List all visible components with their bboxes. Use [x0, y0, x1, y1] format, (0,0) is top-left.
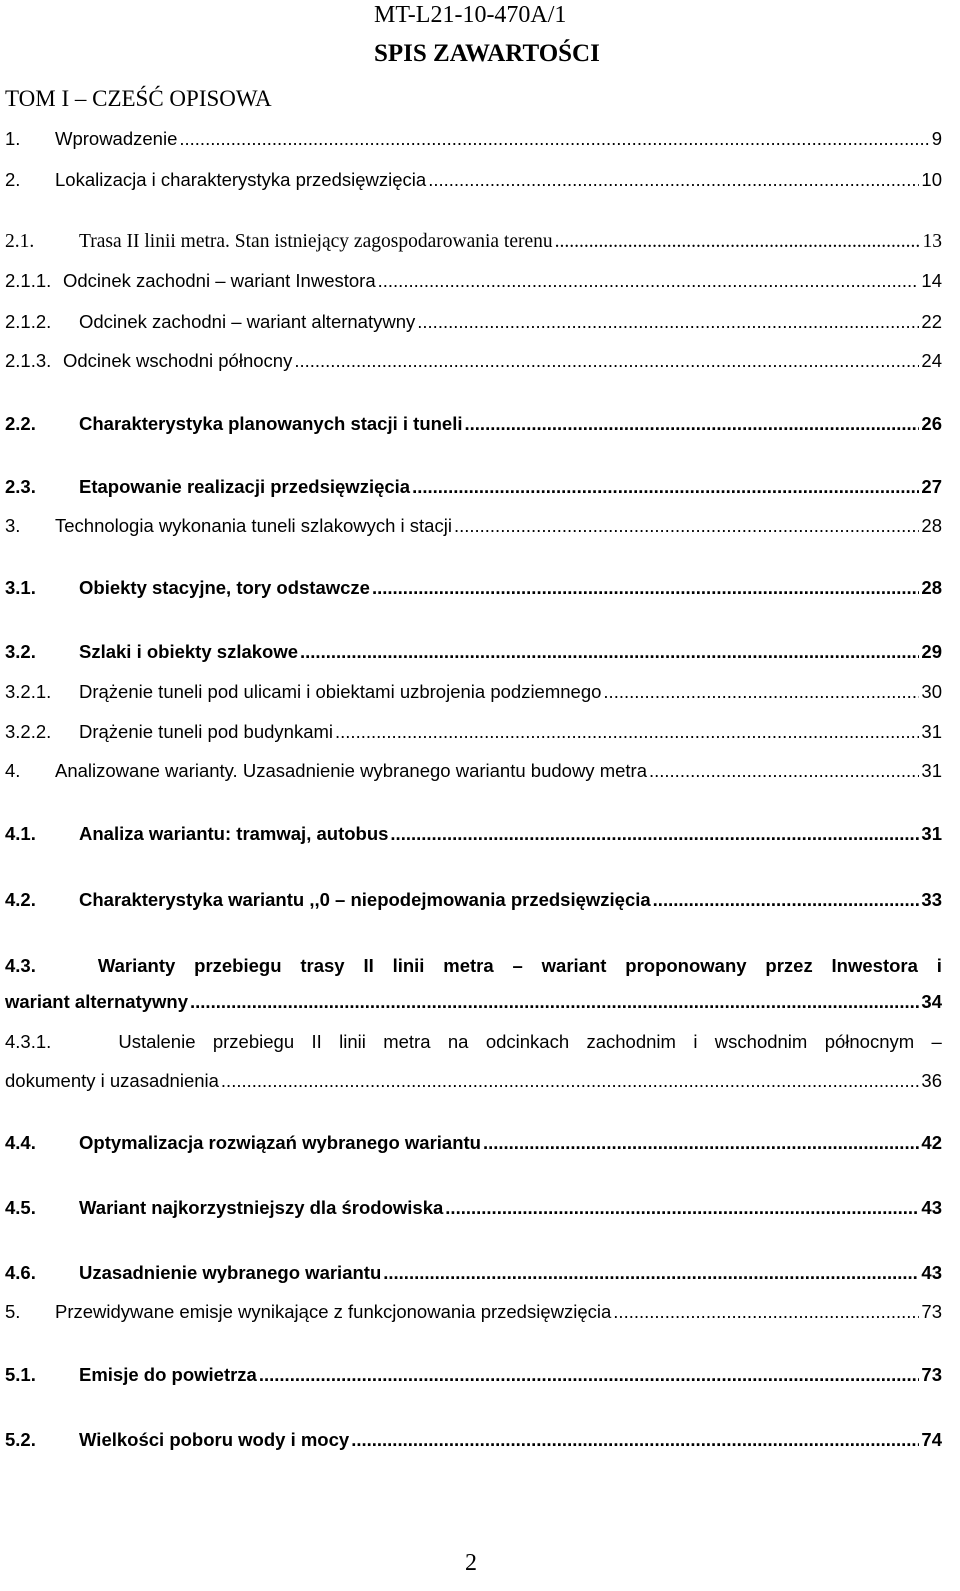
- toc-entry[interactable]: [5, 575, 942, 601]
- toc-entry-page: 9: [931, 128, 942, 149]
- toc-word: metra: [443, 955, 494, 976]
- toc-entry-title: Przewidywane emisje wynikające z funkcjonowania przedsięwzięcia: [55, 1301, 612, 1322]
- toc-leader-dots: [351, 1427, 919, 1453]
- toc-word: przebiegu: [212, 1031, 295, 1052]
- toc-entry-title: dokumenty i uzasadnienia: [5, 1070, 219, 1091]
- toc-word: II: [363, 955, 374, 976]
- toc-entry-number: 4.1.: [5, 823, 36, 844]
- toc-word: Warianty: [97, 955, 176, 976]
- toc-entry[interactable]: [5, 1260, 942, 1286]
- toc-leader-dots: [390, 821, 919, 847]
- toc-entry-page: 74: [921, 1429, 942, 1450]
- toc-entry-page: 24: [921, 350, 942, 371]
- toc-entry-title: Uzasadnienie wybranego wariantu: [79, 1262, 382, 1283]
- toc-word: metra: [383, 1031, 431, 1052]
- toc-leader-dots: [555, 229, 921, 255]
- toc-word: i: [936, 955, 942, 976]
- toc-entry-title: Lokalizacja i charakterystyka przedsięwzięcia: [55, 169, 427, 190]
- toc-word: północnym: [824, 1031, 915, 1052]
- toc-entry-number: 4.: [5, 760, 21, 781]
- toc-entry-line2[interactable]: [5, 1068, 942, 1094]
- toc-leader-dots: [372, 575, 919, 601]
- toc-word: przez: [765, 955, 813, 976]
- toc-word: zachodnim: [586, 1031, 676, 1052]
- toc-leader-dots: [428, 167, 919, 193]
- tom-heading: TOM I – CZEŚĆ OPISOWA: [5, 86, 272, 111]
- toc-leader-dots: [221, 1068, 920, 1094]
- toc-entry-page: 26: [921, 413, 942, 434]
- toc-entry-page: 22: [921, 311, 942, 332]
- toc-leader-dots: [649, 758, 919, 784]
- toc-entry-number: 2.3.: [5, 476, 36, 497]
- toc-entry[interactable]: [5, 1299, 942, 1325]
- toc-entry-number: 3.1.: [5, 577, 36, 598]
- toc-entry[interactable]: [5, 474, 942, 500]
- document-code: MT-L21-10-470A/1: [374, 2, 567, 28]
- toc-entry-page: 30: [921, 681, 942, 702]
- toc-leader-dots: [294, 348, 919, 374]
- toc-entry[interactable]: [5, 758, 942, 784]
- toc-entry-title: wariant alternatywny: [5, 991, 189, 1012]
- page-number: 2: [465, 1550, 477, 1576]
- toc-entry-title: Wariant najkorzystniejszy dla środowiska: [79, 1197, 444, 1218]
- toc-word: przebiegu: [194, 955, 282, 976]
- toc-entry-page: 29: [921, 641, 942, 662]
- toc-word: Inwestora: [831, 955, 918, 976]
- toc-word: linii: [339, 1031, 366, 1052]
- toc-entry-number: 4.3.1.: [5, 1031, 52, 1052]
- toc-word: Ustalenie: [118, 1031, 196, 1052]
- toc-entry-number: 4.3.: [5, 955, 36, 976]
- toc-entry-line1[interactable]: [5, 1029, 942, 1055]
- toc-entry-number: 3.2.: [5, 641, 36, 662]
- toc-entry[interactable]: [5, 719, 942, 745]
- toc-entry[interactable]: [5, 1195, 942, 1221]
- toc-entry-number: 2.1.1.: [5, 270, 52, 291]
- toc-leader-dots: [483, 1130, 919, 1156]
- toc-entry-page: 31: [921, 760, 942, 781]
- toc-entry-page: 28: [921, 515, 942, 536]
- toc-entry-page: 27: [921, 476, 942, 497]
- toc-entry-page: 33: [921, 889, 942, 910]
- toc-entry-page: 43: [921, 1197, 942, 1218]
- toc-entry[interactable]: [5, 126, 942, 152]
- toc-entry-number: 4.5.: [5, 1197, 36, 1218]
- toc-leader-dots: [417, 309, 919, 335]
- toc-word: proponowany: [625, 955, 747, 976]
- toc-entry-title: Wielkości poboru wody i mocy: [79, 1429, 350, 1450]
- toc-entry-title: Szlaki i obiekty szlakowe: [79, 641, 299, 662]
- toc-leader-dots: [190, 989, 919, 1015]
- toc-entry-line2[interactable]: [5, 989, 942, 1015]
- toc-entry-title: Charakterystyka planowanych stacji i tuneli: [79, 413, 463, 434]
- toc-leader-dots: [454, 513, 919, 539]
- toc-entry-page: 13: [922, 231, 942, 252]
- toc-entry-title: Analiza wariantu: tramwaj, autobus: [79, 823, 389, 844]
- toc-entry[interactable]: [5, 1362, 942, 1388]
- toc-leader-dots: [653, 887, 920, 913]
- toc-word: linii: [392, 955, 425, 976]
- toc-leader-dots: [335, 719, 919, 745]
- toc-leader-dots: [259, 1362, 920, 1388]
- toc-entry-page: 10: [921, 169, 942, 190]
- toc-entry-number: 3.: [5, 515, 21, 536]
- toc-entry[interactable]: [5, 513, 942, 539]
- toc-entry-page: 28: [921, 577, 942, 598]
- toc-leader-dots: [465, 411, 920, 437]
- toc-entry-page: 31: [921, 721, 942, 742]
- toc-entry-title: Odcinek zachodni – wariant alternatywny: [79, 311, 416, 332]
- toc-entry[interactable]: [5, 348, 942, 374]
- toc-entry-title: Trasa II linii metra. Stan istniejący zagospodarowania terenu: [79, 231, 553, 252]
- toc-entry-title: Obiekty stacyjne, tory odstawcze: [79, 577, 370, 598]
- toc-entry-title: Technologia wykonania tuneli szlakowych i stacji: [55, 515, 452, 536]
- toc-word: –: [512, 955, 523, 976]
- toc-entry-page: 73: [921, 1364, 942, 1385]
- toc-entry-number: 2.2.: [5, 413, 36, 434]
- toc-leader-dots: [412, 474, 919, 500]
- toc-word: na: [447, 1031, 469, 1052]
- toc-leader-dots: [300, 639, 919, 665]
- toc-entry[interactable]: [5, 887, 942, 913]
- toc-entry[interactable]: [5, 1130, 942, 1156]
- toc-entry-number: 2.: [5, 169, 21, 190]
- toc-word: wariant: [541, 955, 607, 976]
- toc-leader-dots: [613, 1299, 919, 1325]
- toc-entry-title: Charakterystyka wariantu ,,0 – niepodejmowania przedsięwzięcia: [79, 889, 651, 910]
- toc-entry-page: 42: [921, 1132, 942, 1153]
- toc-entry[interactable]: [5, 1427, 942, 1453]
- toc-entry-title: Optymalizacja rozwiązań wybranego wariantu: [79, 1132, 481, 1153]
- toc-entry[interactable]: [5, 167, 942, 193]
- toc-entry-title: Analizowane warianty. Uzasadnienie wybranego wariantu budowy metra: [55, 760, 647, 781]
- toc-entry-line1[interactable]: [5, 953, 942, 979]
- toc-title: SPIS ZAWARTOŚCI: [374, 40, 600, 67]
- toc-entry[interactable]: [5, 679, 942, 705]
- toc-entry-number: 2.1.2.: [5, 311, 52, 332]
- toc-entry-number: 4.6.: [5, 1262, 36, 1283]
- toc-leader-dots: [179, 126, 929, 152]
- toc-entry-title: Drążenie tuneli pod ulicami i obiektami uzbrojenia podziemnego: [79, 681, 602, 702]
- toc-entry-number: 3.2.2.: [5, 721, 52, 742]
- toc-word: odcinkach: [485, 1031, 570, 1052]
- toc-entry-title: Odcinek wschodni północny: [63, 350, 293, 371]
- toc-leader-dots: [603, 679, 919, 705]
- toc-entry-number: 3.2.1.: [5, 681, 52, 702]
- toc-word: i: [693, 1031, 698, 1052]
- toc-entry-number: 5.1.: [5, 1364, 36, 1385]
- toc-entry[interactable]: [5, 268, 942, 294]
- toc-entry-page: 43: [921, 1262, 942, 1283]
- toc-entry-number: 5.2.: [5, 1429, 36, 1450]
- toc-entry-number: 4.2.: [5, 889, 36, 910]
- toc-entry[interactable]: [5, 639, 942, 665]
- toc-word: II: [311, 1031, 322, 1052]
- toc-entry-title: Etapowanie realizacji przedsięwzięcia: [79, 476, 411, 497]
- toc-entry-page: 73: [921, 1301, 942, 1322]
- toc-entry-number: 2.1.3.: [5, 350, 52, 371]
- toc-entry-title: Emisje do powietrza: [79, 1364, 257, 1385]
- toc-entry-number: 4.4.: [5, 1132, 36, 1153]
- toc-word: –: [931, 1031, 942, 1052]
- toc-entry-title: Odcinek zachodni – wariant Inwestora: [63, 270, 376, 291]
- toc-entry[interactable]: [5, 229, 942, 255]
- toc-word: trasy: [300, 955, 345, 976]
- toc-word: wschodnim: [714, 1031, 808, 1052]
- toc-entry-page: 31: [921, 823, 942, 844]
- toc-leader-dots: [378, 268, 920, 294]
- toc-entry[interactable]: [5, 821, 942, 847]
- toc-leader-dots: [383, 1260, 919, 1286]
- toc-entry-number: 1.: [5, 128, 21, 149]
- toc-entry-page: 36: [921, 1070, 942, 1091]
- toc-entry-page: 14: [921, 270, 942, 291]
- toc-entry-title: Wprowadzenie: [55, 128, 178, 149]
- toc-entry-number: 5.: [5, 1301, 21, 1322]
- toc-entry-number: 2.1.: [5, 231, 35, 252]
- toc-entry[interactable]: [5, 309, 942, 335]
- toc-entry[interactable]: [5, 411, 942, 437]
- toc-leader-dots: [445, 1195, 919, 1221]
- toc-entry-page: 34: [921, 991, 942, 1012]
- toc-entry-title: Drążenie tuneli pod budynkami: [79, 721, 334, 742]
